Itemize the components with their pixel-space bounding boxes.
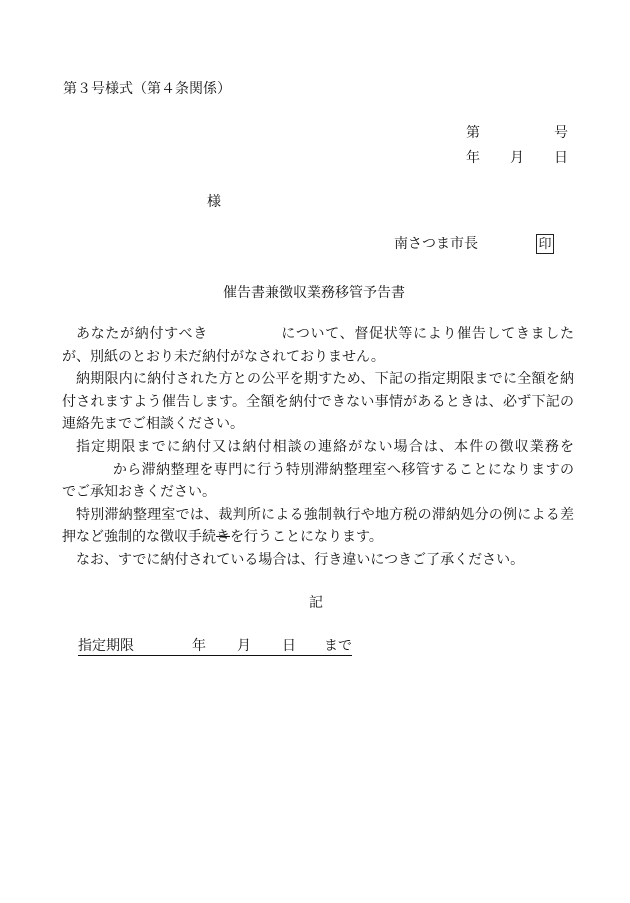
deadline-until: まで [324,638,352,654]
date-month-label: 月 [510,150,524,166]
seal-box [536,234,554,254]
deadline-month: 月 [237,638,251,654]
paragraph-4-part-a: 特別滞納整理室では、裁判所による強制執行や地方税の滞納処分の例による差押など強制的な徴収手続 [62,506,574,546]
paragraph-3 [62,436,574,504]
paragraph-1-part-a: あなたが納付すべき [76,326,208,342]
paragraph-3-part-a: 指定期限までに納付又は納付相談の連絡がない場合は、本件の徴収業務を [76,438,574,455]
addressee-suffix: 様 [207,194,221,210]
date-day-label: 日 [554,150,568,166]
paragraph-5: なお、すでに納付されている場合は、行き違いにつきご了承ください。 [76,551,525,568]
body-text [62,323,574,572]
deadline-line [78,639,352,656]
paragraph-1-part-b: について、督促状等により催告してきましたが、別紙のとおり未だ納付がなされておりません。 [62,326,574,365]
document-number-prefix: 第 [466,125,480,141]
struck-character: き [216,529,230,546]
ki-heading: 記 [309,595,323,611]
deadline-day: 日 [282,638,296,654]
document-title: 催告書兼徴収業務移管予告書 [223,285,405,301]
paragraph-3-part-b: から滞納整理を専門に行う特別滞納整理室へ移管することになりますのでご承知おきください。 [62,461,574,501]
sender-name: 南さつま市長 [394,236,478,252]
seal-label: 印 [538,236,552,252]
form-number: 第３号様式（第４条関係） [63,81,231,97]
document-number-suffix: 号 [554,125,568,141]
deadline-label: 指定期限 [78,638,134,654]
deadline-year: 年 [192,638,206,654]
paragraph-2: 納期限内に納付された方との公平を期すため、下記の指定期限までに全額を納付されますよう催告します。全額を納付できない事情があるときは、必ず下記の連絡先までご相談ください。 [62,371,574,433]
date-year-label: 年 [466,150,480,166]
paragraph-1 [62,323,574,368]
paragraph-4-part-b: を行うことになります。 [230,529,383,546]
paragraph-4 [62,504,574,549]
